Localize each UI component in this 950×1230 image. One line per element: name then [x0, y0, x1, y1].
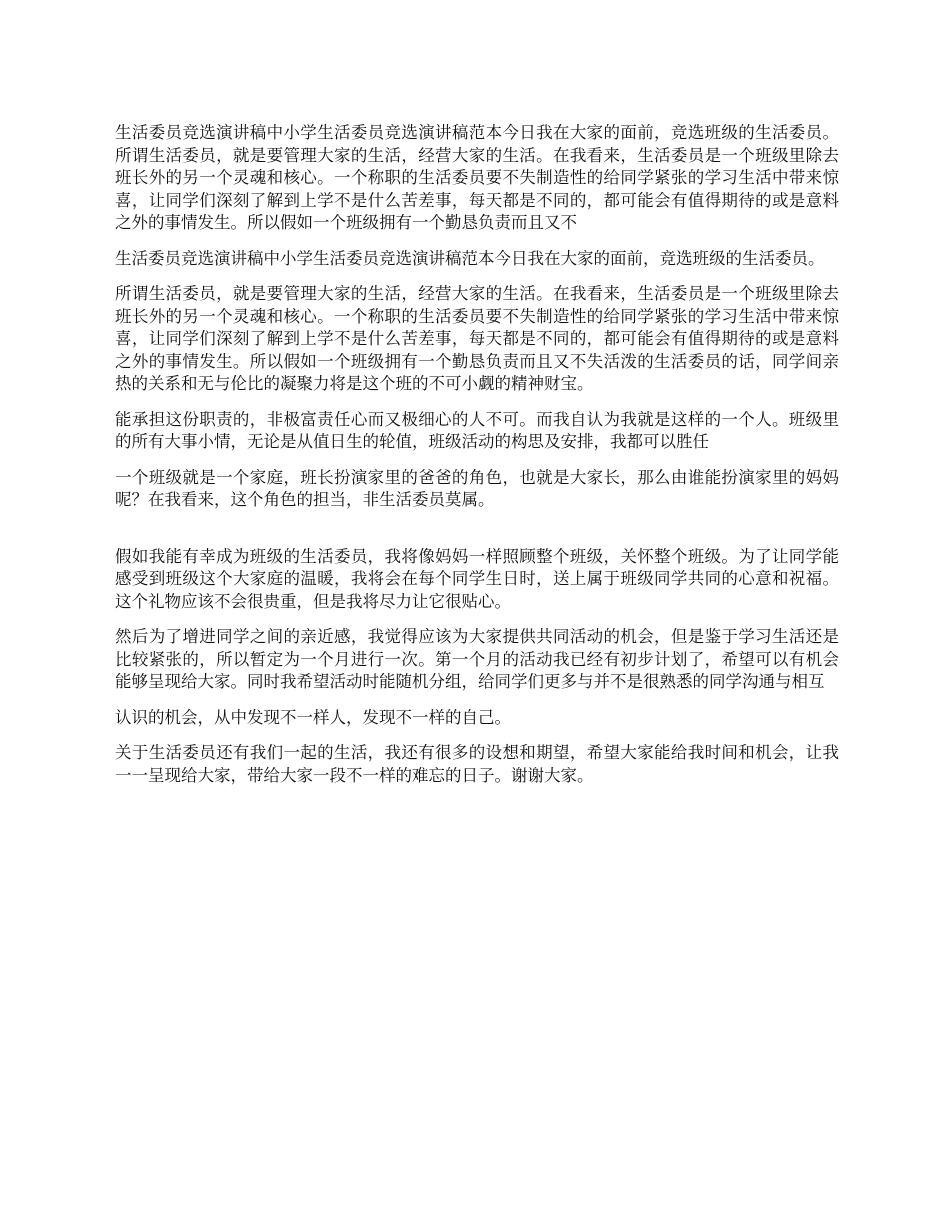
paragraph-6: 假如我能有幸成为班级的生活委员，我将像妈妈一样照顾整个班级，关怀整个班级。为了让同学能感受到班级这个大家庭的温暖，我将会在每个同学生日时，送上属于班级同学共同的心意和祝福。这个礼物应该不会很贵重，但是我将尽力让它很贴心。 [115, 546, 839, 611]
document-page [115, 122, 839, 800]
paragraph-1: 生活委员竞选演讲稿中小学生活委员竞选演讲稿范本今日我在大家的面前，竞选班级的生活委员。所谓生活委员，就是要管理大家的生活，经营大家的生活。在我看来，生活委员是一个班级里除去班长外的另一个灵魂和核心。一个称职的生活委员要不失制造性的给同学紧张的学习生活中带来惊喜，让同学们深刻了解到上学不是什么苦差事，每天都是不同的，都可能会有值得期待的或是意料之外的事情发生。所以假如一个班级拥有一个勤恳负责而且又不 [115, 123, 839, 232]
paragraph-9: 关于生活委员还有我们一起的生活，我还有很多的设想和期望，希望大家能给我时间和机会，让我一一呈现给大家，带给大家一段不一样的难忘的日子。谢谢大家。 [115, 743, 839, 785]
paragraph-2: 生活委员竞选演讲稿中小学生活委员竞选演讲稿范本今日我在大家的面前，竞选班级的生活委员。 [115, 248, 825, 268]
paragraph-5: 一个班级就是一个家庭，班长扮演家里的爸爸的角色，也就是大家长，那么由谁能扮演家里的妈妈呢？在我看来，这个角色的担当，非生活委员莫属。 [115, 467, 839, 509]
paragraph-7: 然后为了增进同学之间的亲近感，我觉得应该为大家提供共同活动的机会，但是鉴于学习生活还是比较紧张的，所以暂定为一个月进行一次。第一个月的活动我已经有初步计划了，希望可以有机会能够呈现给大家。同时我希望活动时能随机分组，给同学们更多与并不是很熟悉的同学沟通与相互 [115, 627, 839, 691]
paragraph-3: 所谓生活委员，就是要管理大家的生活，经营大家的生活。在我看来，生活委员是一个班级里除去班长外的另一个灵魂和核心。一个称职的生活委员要不失制造性的给同学紧张的学习生活中带来惊喜，让同学们深刻了解到上学不是什么苦差事，每天都是不同的，都可能会有值得期待的或是意料之外的事情发生。所以假如一个班级拥有一个勤恳负责而且又不失活泼的生活委员的话，同学间亲热的关系和无与伦比的凝聚力将是这个班的不可小觑的精神财宝。 [115, 284, 839, 393]
paragraph-4: 能承担这份职责的，非极富责任心而又极细心的人不可。而我自认为我就是这样的一个人。班级里的所有大事小情，无论是从值日生的轮值，班级活动的构思及安排，我都可以胜任 [115, 409, 839, 451]
paragraph-8: 认识的机会，从中发现不一样人，发现不一样的自己。 [115, 707, 511, 727]
